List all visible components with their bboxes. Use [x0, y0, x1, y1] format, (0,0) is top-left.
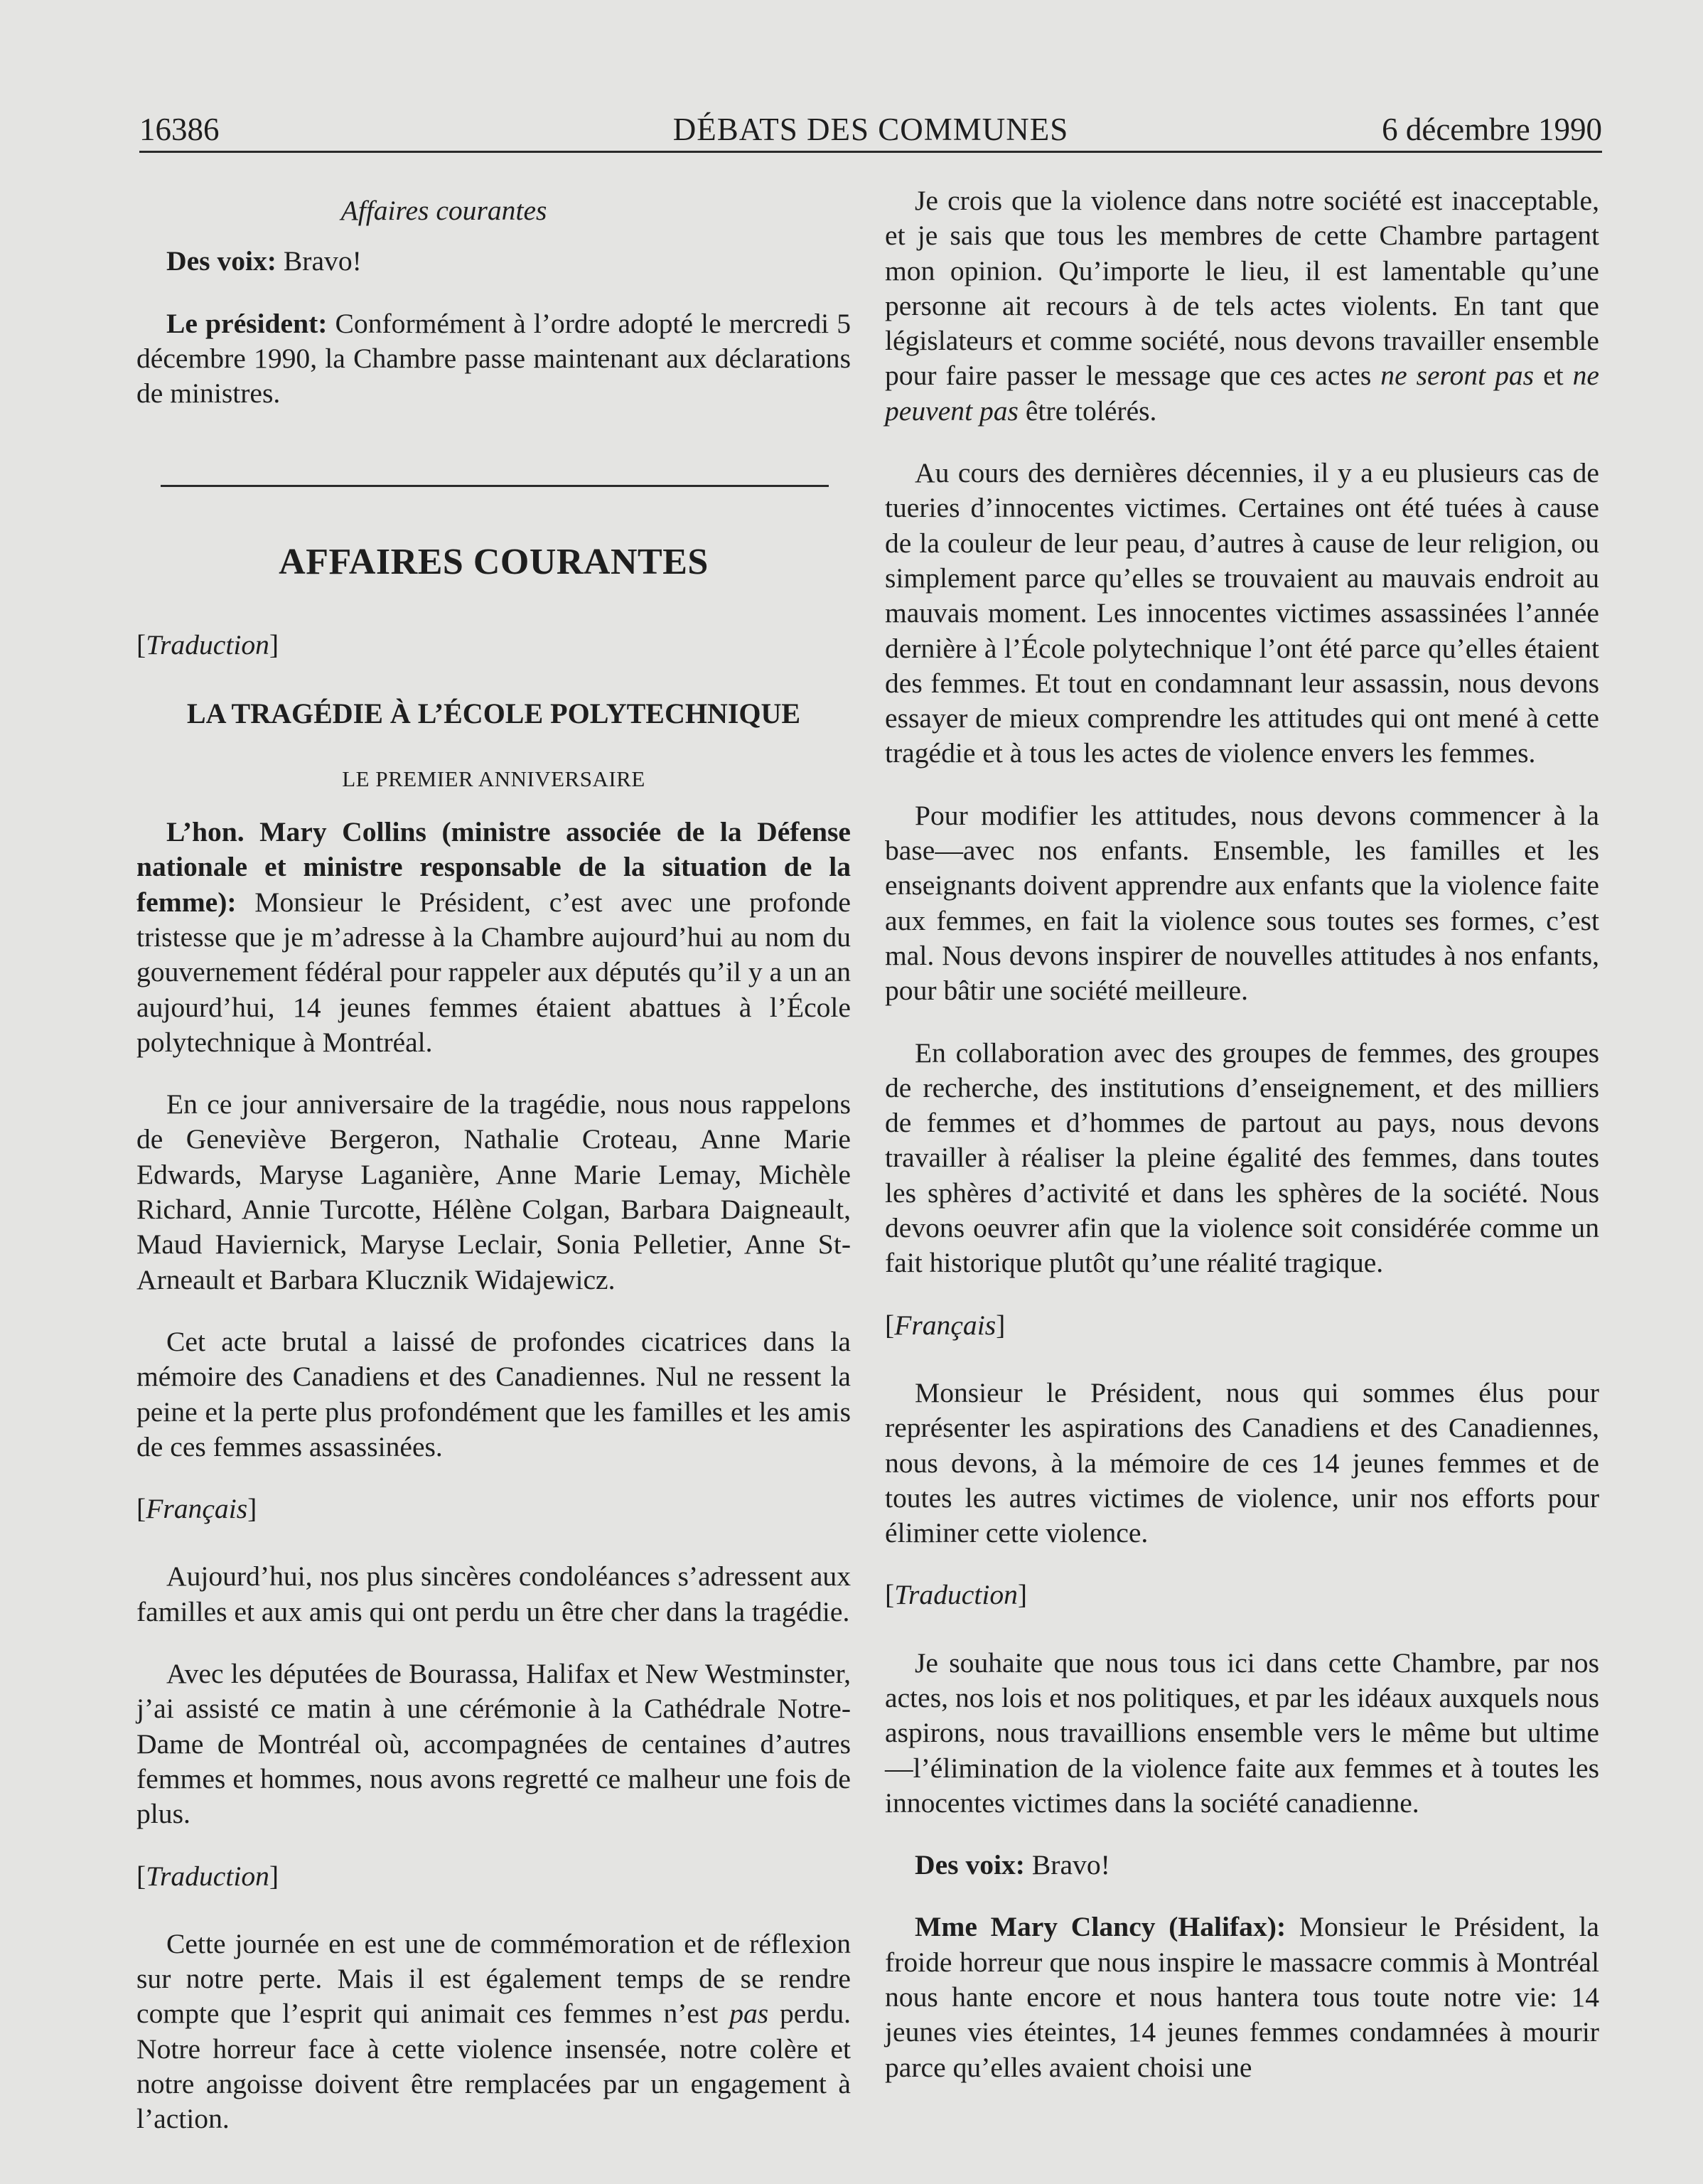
language-tag: [Français]	[136, 1493, 257, 1525]
paragraph: Pour modifier les attitudes, nous devons commencer à la base—avec nos enfants. Ensemble, les familles et les enseignants doivent apprendre aux enfants que la violence faite aux femmes, en fait la violence sous toutes ses formes, c’est mal. Nous devons inspirer de nouvelles attitudes à nos enfants, pour bâtir une société meilleure.	[885, 799, 1599, 1007]
paragraph: Je crois que la violence dans notre société est inacceptable, et je sais que tous les membres de cette Chambre partagent mon opinion. Qu’importe le lieu, il est lamentable qu’une personne ait recours à de tels actes violents. En tant que législateurs et comme société, nous devons travailler ensemble pour faire passer le message que ces actes ne seront pas et ne peuvent pas être tolérés.	[885, 185, 1599, 427]
paragraph: Le président: Conformément à l’ordre adopté le mercredi 5 décembre 1990, la Chambre passe maintenant aux déclarations de ministres.	[136, 307, 851, 410]
page-header	[139, 108, 1602, 153]
paragraph: Je souhaite que nous tous ici dans cette Chambre, par nos actes, nos lois et nos politiques, et par les idéaux auxquels nous aspirons, nous travaillions ensemble vers le même but ultime—l’élimination de la violence faite aux femmes et à toutes les innocentes victimes dans la société canadienne.	[885, 1647, 1599, 1819]
right-column	[885, 183, 1599, 2112]
page-number: 16386	[139, 112, 220, 147]
section-title: AFFAIRES COURANTES	[279, 542, 709, 583]
speaker-name: Des voix:	[166, 245, 276, 277]
subject-subtitle: LE PREMIER ANNIVERSAIRE	[342, 766, 645, 791]
left-column	[136, 183, 851, 2164]
paragraph: Avec les députées de Bourassa, Halifax et New Westminster, j’ai assisté ce matin à une cérémonie à la Cathédrale Notre-Dame de Montréal où, accompagnées de centaines d’autres femmes et hommes, nous avons regretté ce malheur une fois de plus.	[136, 1658, 851, 1830]
paragraph: Monsieur le Président, nous qui sommes élus pour représenter les aspirations des Canadiens et des Canadiennes, nous devons, à la mémoire de ces 14 jeunes femmes et de toutes les autres victimes de violence, unir nos efforts pour éliminer cette violence.	[885, 1376, 1599, 1549]
speaker-name: Des voix:	[915, 1849, 1025, 1881]
paragraph: Mme Mary Clancy (Halifax): Monsieur le Président, la froide horreur que nous inspire le massacre commis à Montréal nous hante encore et nous hantera tous toute notre vie: 14 jeunes vies éteintes, 14 jeunes femmes condamnées à mourir parce qu’elles avaient choisi une	[885, 1911, 1599, 2083]
language-tag: [Traduction]	[885, 1579, 1028, 1611]
paragraph: Cet acte brutal a laissé de profondes cicatrices dans la mémoire des Canadiens et des Canadiennes. Nul ne ressent la peine et la perte plus profondément que les familles et les amis de ces femmes assassinées.	[136, 1325, 851, 1462]
subject-title: LA TRAGÉDIE À L’ÉCOLE POLYTECHNIQUE	[186, 697, 801, 729]
language-tag: [Traduction]	[136, 629, 279, 661]
paragraph: Des voix: Bravo!	[915, 1849, 1110, 1881]
paragraph: Cette journée en est une de commémoration et de réflexion sur notre perte. Mais il est également temps de se rendre compte que l’esprit qui animait ces femmes n’est pas perdu. Notre horreur face à cette violence insensée, notre colère et notre angoisse doivent être remplacées par un engagement à l’action.	[136, 1927, 851, 2135]
language-tag: [Traduction]	[136, 1860, 279, 1892]
paragraph: Au cours des dernières décennies, il y a eu plusieurs cas de tueries d’innocentes victimes. Certaines ont été tuées à cause de la couleur de leur peau, d’autres à cause de leur religion, ou simplement parce qu’elles se trouvaient au mauvais endroit au mauvais moment. Les innocentes victimes assassinées l’année dernière à l’École polytechnique l’ont été parce qu’elles étaient des femmes. Et tout en condamnant leur assassin, nous devons essayer de mieux comprendre les attitudes qui ont mené à cette tragédie et à tous les actes de violence envers les femmes.	[885, 457, 1599, 769]
paragraph: En ce jour anniversaire de la tragédie, nous nous rappelons de Geneviève Bergeron, Nathalie Croteau, Anne Marie Edwards, Maryse Laganière, Anne Marie Lemay, Michèle Richard, Annie Turcotte, Hélène Colgan, Barbara Daigneault, Maud Haviernick, Maryse Leclair, Sonia Pelletier, Anne St-Arneault et Barbara Klucznik Widajewicz.	[136, 1088, 851, 1295]
speaker-name: Mme Mary Clancy (Halifax):	[915, 1911, 1286, 1943]
paragraph: Aujourd’hui, nos plus sincères condoléances s’adressent aux familles et aux amis qui ont perdu un être cher dans la tragédie.	[136, 1561, 851, 1627]
speaker-name: L’hon. Mary Collins (ministre associée de la Défense nationale et ministre responsable de la situation de la femme):	[136, 816, 851, 918]
paragraph: L’hon. Mary Collins (ministre associée de la Défense nationale et ministre responsable de la situation de la femme): Monsieur le Président, c’est avec une profonde tristesse que je m’adresse à la Chambre aujourd’hui au nom du gouvernement fédéral pour rappeler aux députés qu’il y a un an aujourd’hui, 14 jeunes femmes étaient abattues à l’École polytechnique à Montréal.	[136, 816, 851, 1058]
language-tag: [Français]	[885, 1309, 1006, 1341]
running-head: Affaires courantes	[340, 195, 547, 226]
paragraph: En collaboration avec des groupes de femmes, des groupes de recherche, des institutions d’enseignement, et des milliers de femmes et d’hommes de partout au pays, nous devons travailler à réaliser la pleine égalité des femmes, dans toutes les sphères d’activité et dans les sphères de la société. Nous devons oeuvrer afin que la violence soit considérée comme un fait historique plutôt qu’une réalité tragique.	[885, 1037, 1599, 1279]
speaker-name: Le président:	[166, 307, 328, 339]
paragraph: Des voix: Bravo!	[166, 245, 362, 277]
section-divider	[161, 485, 829, 487]
publication-date: 6 décembre 1990	[1382, 112, 1602, 147]
publication-title: DÉBATS DES COMMUNES	[672, 112, 1069, 147]
